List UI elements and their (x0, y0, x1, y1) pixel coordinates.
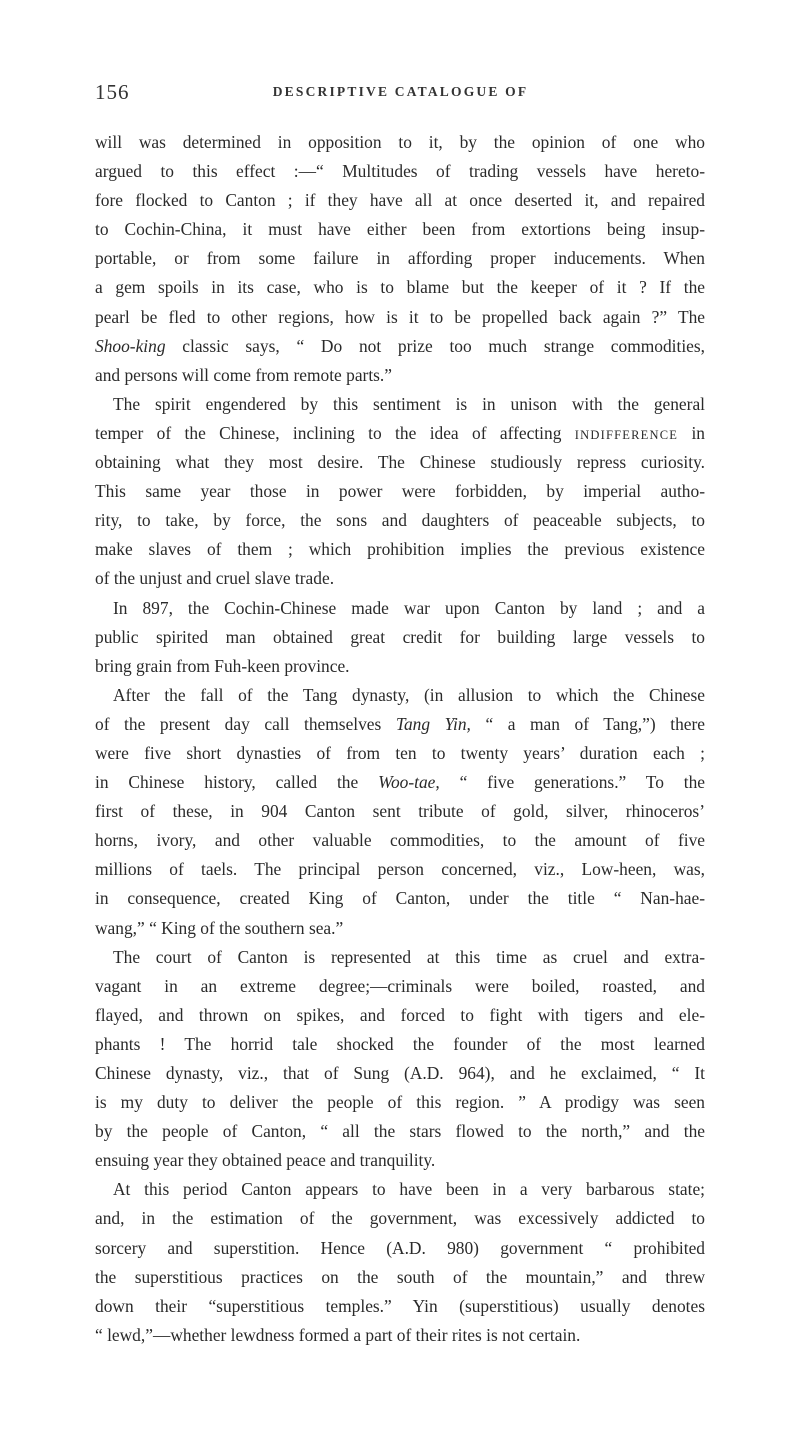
italic-term: Tang Yin, (395, 713, 471, 734)
text-line: public spirited man obtained great credit for building large vessels to (95, 626, 705, 647)
text-line: After the fall of the Tang dynasty, (in allusion to which the Chinese (113, 684, 705, 705)
text-line: of the present day call themselves Tang Yin, “ a man of Tang,”) there (95, 713, 705, 734)
text-line: by the people of Canton, “ all the stars flowed to the north,” and the (95, 1121, 705, 1142)
text-line: were five short dynasties of from ten to twenty years’ duration each ; (95, 742, 705, 763)
text-line: pearl be fled to other regions, how is it to be propelled back again ?” The (95, 306, 705, 327)
text-line: argued to this effect :—“ Multitudes of trading vessels have hereto- (95, 161, 705, 182)
text-line: The court of Canton is represented at this time as cruel and extra- (113, 946, 705, 967)
text-line: The spirit engendered by this sentiment is in unison with the general (113, 393, 705, 414)
body-text (95, 128, 705, 1350)
text-line: fore flocked to Canton ; if they have all at once deserted it, and repaired (95, 190, 705, 211)
text-line: millions of taels. The principal person concerned, viz., Low-heen, was, (95, 859, 705, 880)
text-line: “ lewd,”—whether lewdness formed a part of their rites is not certain. (95, 1324, 581, 1345)
text-line: first of these, in 904 Canton sent tribute of gold, silver, rhinoceros’ (95, 801, 705, 822)
text-line: wang,” “ King of the southern sea.” (95, 917, 344, 938)
text-line: to Cochin-China, it must have either been from extortions being insup- (95, 219, 705, 240)
text-line: portable, or from some failure in affording proper inducements. When (95, 248, 705, 269)
text-line: and persons will come from remote parts.” (95, 364, 392, 385)
small-caps-term: INDIFFERENCE (574, 427, 679, 442)
text-line: is my duty to deliver the people of this region. ” A prodigy was seen (95, 1092, 705, 1113)
text-line: obtaining what they most desire. The Chinese studiously repress curiosity. (95, 452, 705, 473)
text-line: flayed, and thrown on spikes, and forced to fight with tigers and ele- (95, 1004, 705, 1025)
text-line: will was determined in opposition to it, by the opinion of one who (95, 132, 705, 152)
text-line: vagant in an extreme degree;—criminals were boiled, roasted, and (95, 975, 705, 996)
text-line: make slaves of them ; which prohibition implies the previous existence (95, 539, 705, 560)
text-line: a gem spoils in its case, who is to blame but the keeper of it ? If the (95, 277, 705, 298)
running-title: DESCRIPTIVE CATALOGUE OF (272, 84, 529, 99)
text-line: in Chinese history, called the Woo-tae, “ five generations.” To the (95, 772, 705, 793)
text-line: the superstitious practices on the south of the mountain,” and threw (95, 1266, 705, 1287)
text-line: phants ! The horrid tale shocked the founder of the most learned (95, 1033, 705, 1054)
text-line: down their “superstitious temples.” Yin (superstitious) usually denotes (95, 1295, 705, 1316)
text-line: temper of the Chinese, inclining to the idea of affecting INDIFFERENCE in (95, 422, 705, 443)
text-line: rity, to take, by force, the sons and daughters of peaceable subjects, to (95, 510, 705, 531)
page-number: 156 (95, 80, 130, 104)
text-line: At this period Canton appears to have been in a very barbarous state; (113, 1179, 705, 1200)
running-head (95, 80, 706, 108)
text-line: sorcery and superstition. Hence (A.D. 980) government “ prohibited (95, 1237, 705, 1258)
text-line: In 897, the Cochin-Chinese made war upon Canton by land ; and a (113, 597, 705, 618)
text-line: horns, ivory, and other valuable commodities, to the amount of five (95, 830, 705, 851)
italic-term: Woo-tae, (378, 772, 440, 793)
text-line: of the unjust and cruel slave trade. (95, 568, 335, 589)
text-line: and, in the estimation of the government, was excessively addicted to (95, 1208, 705, 1229)
text-line: This same year those in power were forbidden, by imperial autho- (95, 481, 705, 502)
text-line: Shoo-king classic says, “ Do not prize too much strange commodities, (95, 335, 705, 356)
text-line: ensuing year they obtained peace and tranquility. (95, 1150, 436, 1171)
text-line: bring grain from Fuh-keen province. (95, 655, 350, 676)
text-line: in consequence, created King of Canton, under the title “ Nan-hae- (95, 888, 705, 909)
text-line: Chinese dynasty, viz., that of Sung (A.D. 964), and he exclaimed, “ It (95, 1063, 705, 1083)
italic-term: Shoo-king (95, 335, 166, 356)
